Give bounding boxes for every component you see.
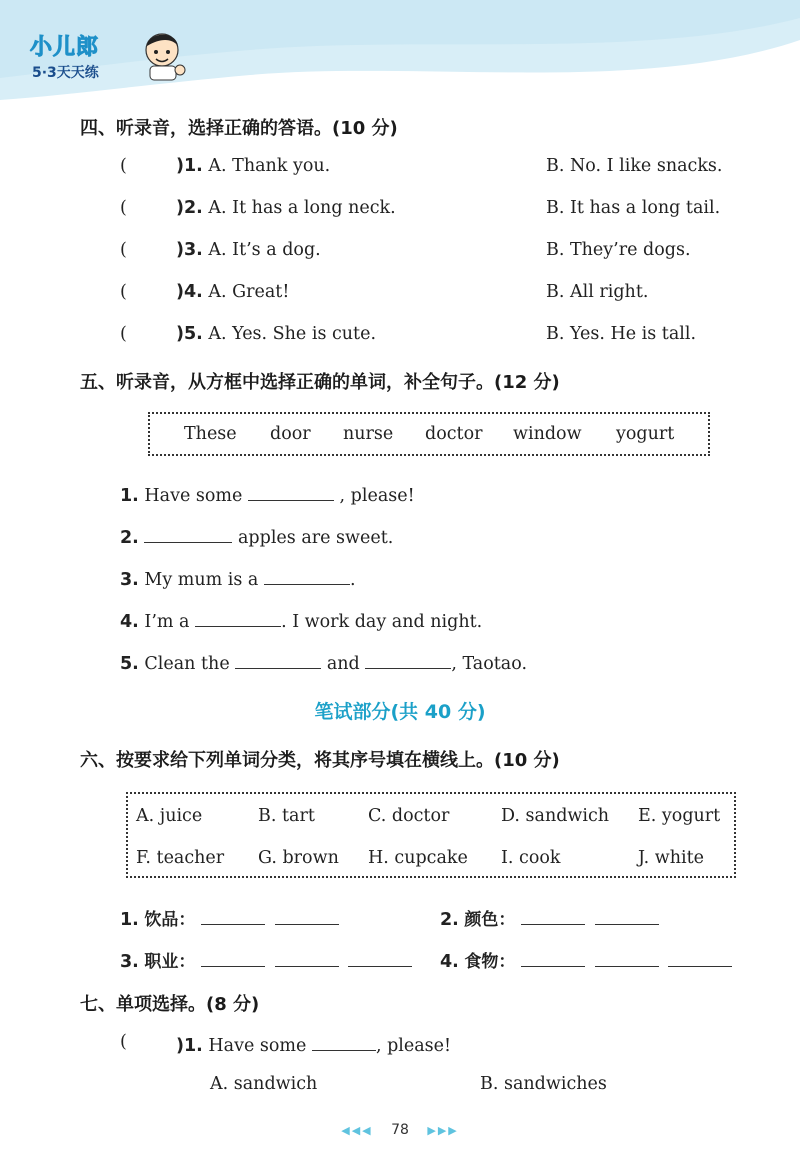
classify-word: J. white <box>638 848 705 868</box>
logo-subtitle: 5·3天天练 <box>32 65 99 81</box>
classify-word: A. juice <box>136 806 203 826</box>
page-footer <box>0 1122 800 1138</box>
s5-item-4: 4. I’m a . I work day and night. <box>120 608 482 632</box>
classify-word: E. yogurt <box>638 806 721 826</box>
classify-word: F. teacher <box>136 848 225 868</box>
classify-word: G. brown <box>258 848 339 868</box>
fill-blank[interactable] <box>201 906 265 925</box>
fill-blank[interactable] <box>595 906 659 925</box>
fill-blank[interactable] <box>521 906 585 925</box>
section-6-title: 六、按要求给下列单词分类，将其序号填在横线上。(10 分) <box>80 750 560 771</box>
word-bank-word: window <box>513 424 582 444</box>
next-arrows-icon: ▶▶▶ <box>427 1124 459 1137</box>
s5-item-5: 5. Clean the and , Taotao. <box>120 650 527 674</box>
s5-item-3: 3. My mum is a . <box>120 566 356 590</box>
classify-word: H. cupcake <box>368 848 468 868</box>
fill-blank[interactable] <box>275 948 339 967</box>
fill-blank[interactable] <box>668 948 732 967</box>
classify-word: B. tart <box>258 806 315 826</box>
fill-blank[interactable] <box>248 482 334 501</box>
fill-blank[interactable] <box>195 608 281 627</box>
category-food: 4. 食物： <box>440 947 732 972</box>
section-4-title: 四、听录音，选择正确的答语。(10 分) <box>80 118 398 139</box>
answer-bracket-open[interactable]: ( <box>120 198 127 218</box>
mascot-boy-icon <box>140 28 190 83</box>
s5-item-1: 1. Have some , please! <box>120 482 415 506</box>
publisher-logo <box>30 30 190 90</box>
fill-blank[interactable] <box>365 650 451 669</box>
fill-blank[interactable] <box>201 948 265 967</box>
written-section-title: 笔试部分(共 40 分) <box>314 701 486 723</box>
option-b[interactable]: B. sandwiches <box>480 1074 607 1094</box>
word-classify-box <box>126 792 736 878</box>
word-bank-word: doctor <box>425 424 483 444</box>
fill-blank[interactable] <box>264 566 350 585</box>
answer-bracket-open[interactable]: ( <box>120 1032 127 1052</box>
logo-title: 小儿郎 <box>30 35 100 60</box>
word-bank-word: These <box>184 424 237 444</box>
category-drinks: 1. 饮品： <box>120 905 339 930</box>
classify-word: I. cook <box>501 848 561 868</box>
classify-word: C. doctor <box>368 806 450 826</box>
option-a[interactable]: A. sandwich <box>210 1074 318 1094</box>
fill-blank[interactable] <box>144 524 232 543</box>
fill-blank[interactable] <box>521 948 585 967</box>
section-5-title: 五、听录音，从方框中选择正确的单词，补全句子。(12 分) <box>80 372 560 393</box>
answer-bracket-open[interactable]: ( <box>120 282 127 302</box>
word-bank-word: nurse <box>343 424 394 444</box>
word-bank-word: yogurt <box>616 424 675 444</box>
answer-bracket-open[interactable]: ( <box>120 156 127 176</box>
category-colours: 2. 颜色： <box>440 905 659 930</box>
answer-bracket-open[interactable]: ( <box>120 324 127 344</box>
answer-bracket-open[interactable]: ( <box>120 240 127 260</box>
classify-word: D. sandwich <box>501 806 610 826</box>
prev-arrows-icon: ◀◀◀ <box>341 1124 373 1137</box>
word-bank-box <box>148 412 710 456</box>
fill-blank[interactable] <box>348 948 412 967</box>
fill-blank[interactable] <box>595 948 659 967</box>
section-7-title: 七、单项选择。(8 分) <box>80 994 260 1015</box>
word-bank-word: door <box>270 424 311 444</box>
category-jobs: 3. 职业： <box>120 947 412 972</box>
fill-blank[interactable] <box>235 650 321 669</box>
fill-blank[interactable] <box>312 1032 376 1051</box>
s5-item-2: 2. apples are sweet. <box>120 524 393 548</box>
page-number: 78 <box>391 1122 409 1138</box>
fill-blank[interactable] <box>275 906 339 925</box>
